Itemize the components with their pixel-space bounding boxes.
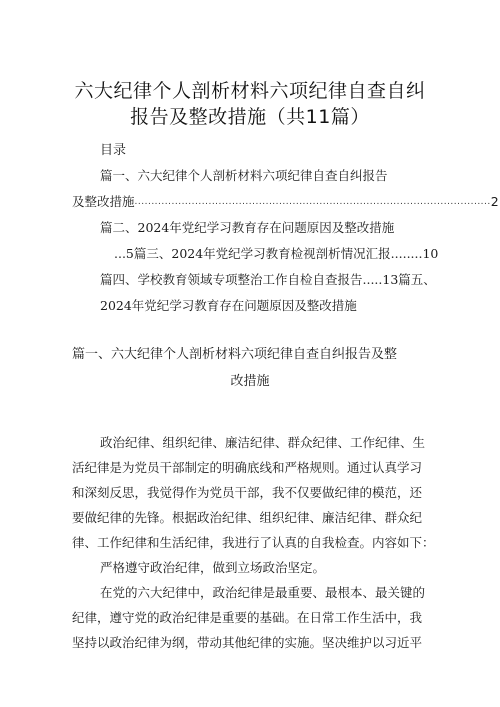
toc-entry-1-line-2[interactable] [72,193,499,211]
body-paragraph-line: 严格遵守政治纪律，做到立场政治坚定。 [100,560,326,575]
body-paragraph-line: 活纪律是为党员干部制定的明确底线和严格规则。通过认真学习 [72,460,423,475]
toc-entry-3[interactable]: ...5篇三、2024年党纪学习教育检视剖析情况汇报........10 [114,246,439,261]
body-paragraph-line: 和深刻反思，我觉得作为党员干部，我不仅要做纪律的模范，还 [72,485,423,500]
document-title-line-2: 报告及整改措施（共11篇） [130,106,370,128]
body-paragraph-line: 在党的六大纪律中，政治纪律是最重要、最根本、最关键的 [100,585,426,600]
toc-heading: 目录 [100,143,127,158]
toc-entry-5[interactable]: 2024年党纪学习教育存在问题原因及整改措施 [100,298,357,313]
body-paragraph-line: 纪律，遵守党的政治纪律是重要的基础。在日常工作生活中，我 [72,610,423,625]
toc-entry-1-page: 2 [490,194,499,209]
section-heading-line-2: 改措施 [230,374,270,389]
toc-entry-1-line-1[interactable]: 篇一、六大纪律个人剖析材料六项纪律自查自纠报告 [100,168,388,183]
toc-entry-4[interactable]: 篇四、学校教育领域专项整治工作自检自查报告.....13篇五、 [100,272,436,287]
section-heading-line-1: 篇一、六大纪律个人剖析材料六项纪律自查自纠报告及整 [72,347,398,362]
body-paragraph-line: 要做纪律的先锋。根据政治纪律、组织纪律、廉洁纪律、群众纪 [72,510,423,525]
toc-entry-2[interactable]: 篇二、2024年党纪学习教育存在问题原因及整改措施 [100,220,395,235]
toc-leader-dots: .......................................................................................................... [134,197,491,207]
toc-entry-1-text: 及整改措施 [72,194,135,209]
body-paragraph-line: 坚持以政治纪律为纲，带动其他纪律的实施。坚决维护以习近平 [72,635,423,650]
body-paragraph-line: 律、工作纪律和生活纪律，我进行了认真的自我检查。内容如下： [72,535,435,550]
document-title-line-1: 六大纪律个人剖析材料六项纪律自查自纠 [74,80,426,102]
body-paragraph-line: 政治纪律、组织纪律、廉洁纪律、群众纪律、工作纪律、生 [100,435,426,450]
